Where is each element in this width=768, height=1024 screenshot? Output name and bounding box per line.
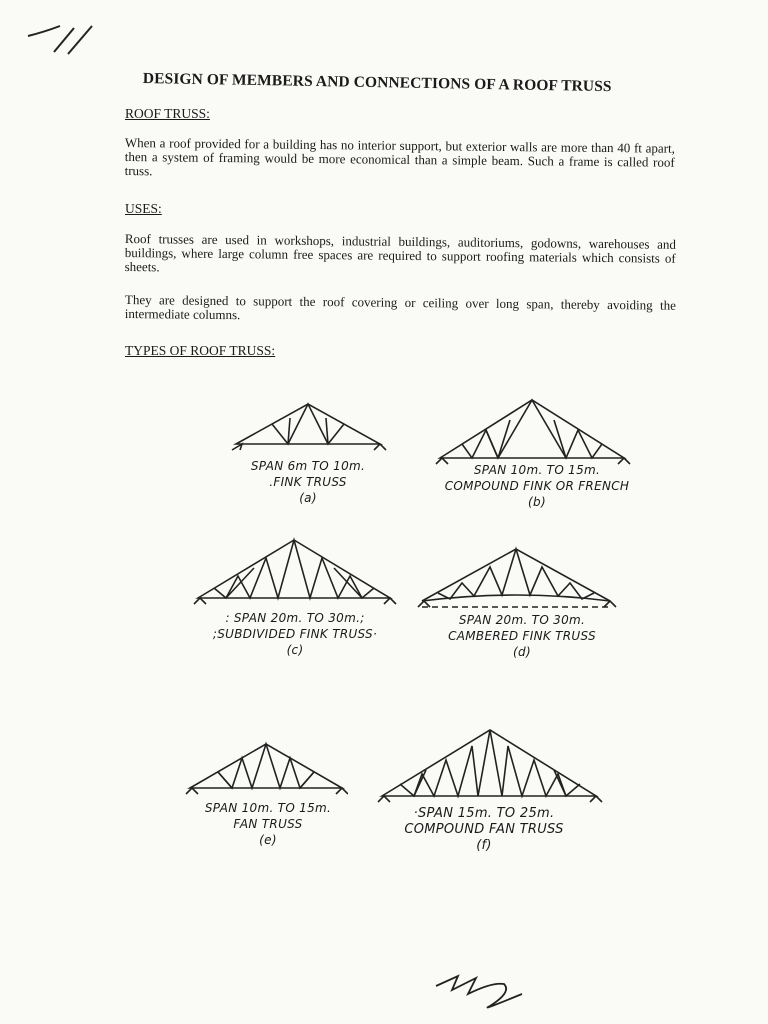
truss-name-d: CAMBERED FINK TRUSS [448, 629, 596, 643]
truss-caption-c [190, 610, 400, 658]
cambered-fink-truss-diagram [414, 545, 620, 615]
handwritten-mark-icon [24, 14, 104, 58]
truss-caption-f [394, 806, 574, 854]
truss-name-f: COMPOUND FAN TRUSS [404, 822, 564, 837]
compound-fan-truss-diagram [374, 726, 604, 810]
signature-icon [430, 962, 530, 1014]
truss-label-e: (e) [259, 833, 277, 847]
truss-span-b: SPAN 10m. TO 15m. [473, 463, 601, 477]
truss-name-b: COMPOUND FINK OR FRENCH [444, 479, 630, 493]
truss-caption-d [424, 612, 620, 660]
truss-label-d: (d) [513, 645, 531, 659]
subdivided-fink-truss-diagram [190, 536, 400, 610]
uses-heading: USES: [125, 201, 162, 216]
fink-truss-diagram [228, 400, 388, 456]
truss-span-a: SPAN 6m TO 10m. [250, 459, 366, 473]
truss-name-a: .FINK TRUSS [269, 475, 347, 489]
page-title: DESIGN OF MEMBERS AND CONNECTIONS OF A ROOF TRUSS [142, 70, 612, 96]
truss-label-b: (b) [528, 495, 546, 509]
truss-span-f: ·SPAN 15m. TO 25m. [413, 806, 555, 821]
truss-label-c: (c) [286, 643, 304, 657]
uses-paragraph-1: Roof trusses are used in workshops, industrial buildings, auditoriums, godowns, warehouses and buildings, where large column free spaces are required to support roofing materials which consists of sheets. [124, 231, 676, 275]
truss-span-e: SPAN 10m. TO 15m. [204, 801, 332, 815]
fan-truss-diagram [184, 740, 348, 800]
truss-name-e: FAN TRUSS [233, 817, 303, 831]
uses-paragraph-2: They are designed to support the roof covering or ceiling over long span, thereby avoiding the intermediate columns. [124, 292, 676, 323]
types-heading: TYPES OF ROOF TRUSS: [125, 343, 276, 358]
truss-span-d: SPAN 20m. TO 30m. [458, 613, 586, 627]
truss-name-c: ;SUBDIVIDED FINK TRUSS· [212, 627, 378, 641]
truss-caption-b [432, 462, 642, 510]
roof-truss-paragraph: When a roof provided for a building has no interior support, but exterior walls are more than 40 ft apart, then a system of framing would be more economical than a simple beam. Such a frame is called roof truss. [124, 135, 675, 179]
roof-truss-heading: ROOF TRUSS: [125, 106, 210, 121]
truss-label-a: (a) [299, 491, 317, 505]
truss-span-c: : SPAN 20m. TO 30m.; [225, 611, 365, 625]
truss-label-f: (f) [476, 838, 492, 853]
compound-fink-truss-diagram [432, 396, 632, 468]
truss-caption-e [184, 800, 352, 848]
truss-caption-a [228, 458, 388, 506]
